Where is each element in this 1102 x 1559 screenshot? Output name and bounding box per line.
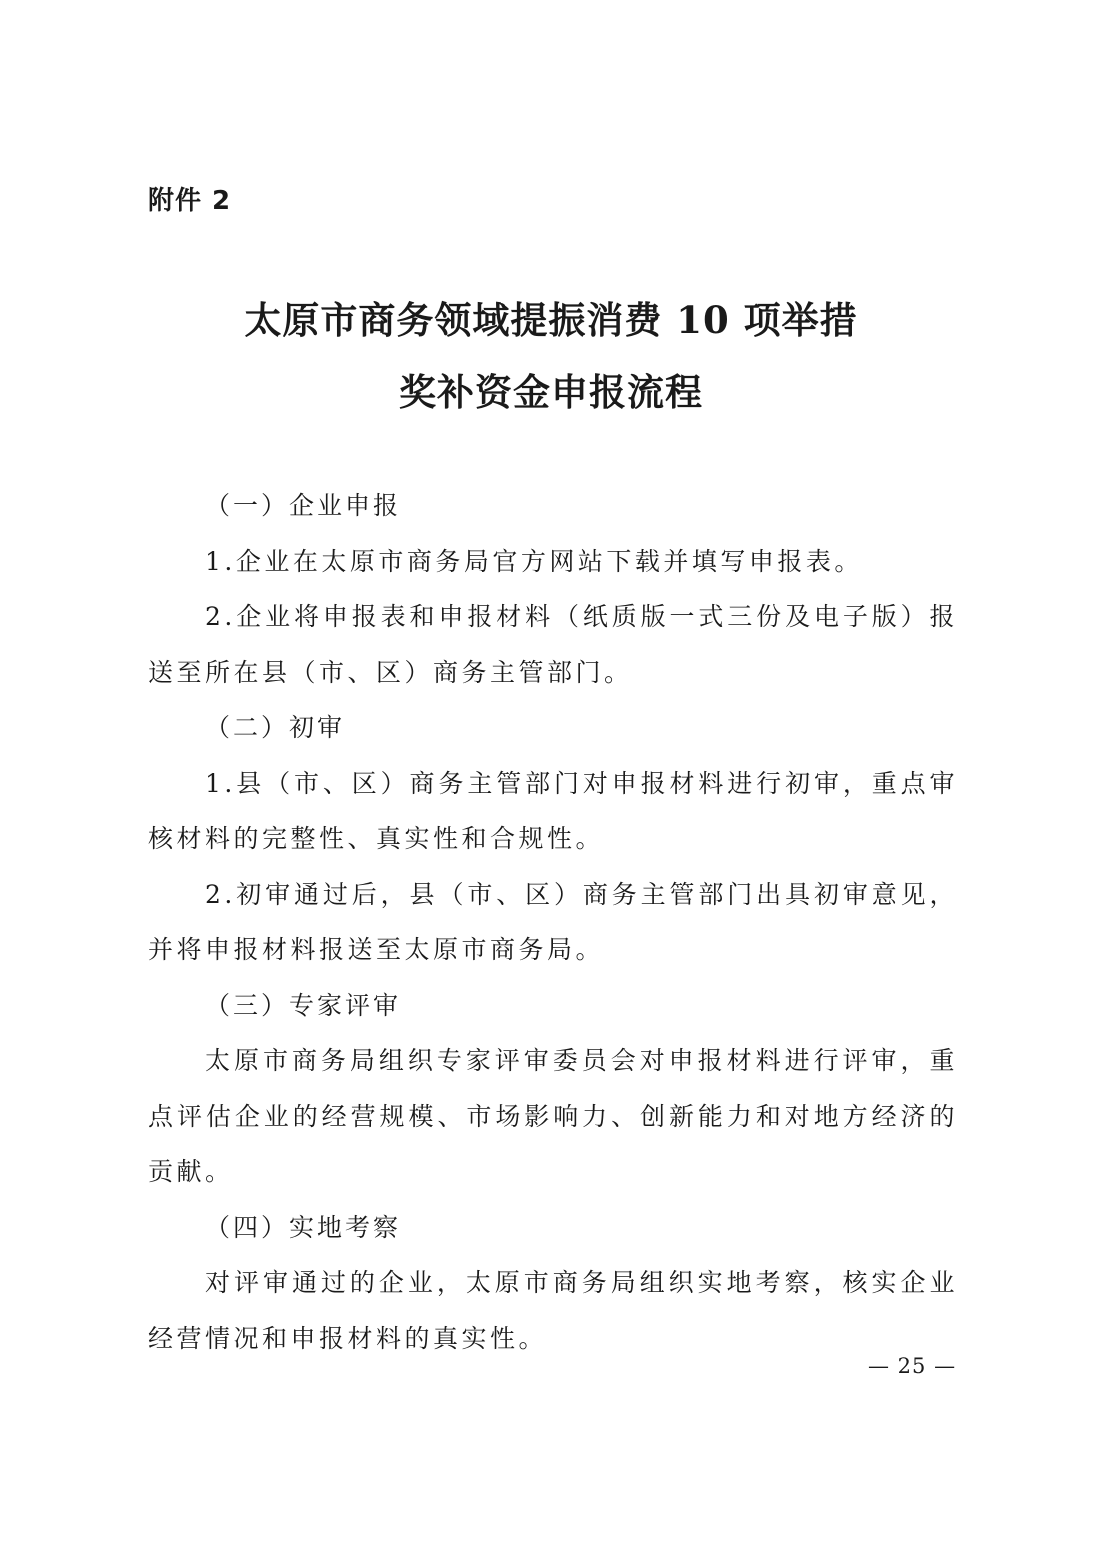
section-heading: （一）企业申报 bbox=[205, 491, 402, 520]
document-title-line-1: 太原市商务领域提振消费 10 项举措 bbox=[244, 298, 858, 342]
paragraph: 1.企业在太原市商务局官方网站下载并填写申报表。 bbox=[205, 546, 863, 576]
page-number: — 25 — bbox=[868, 1354, 957, 1378]
section-heading: （三）专家评审 bbox=[205, 990, 402, 1020]
document-title-line-2: 奖补资金申报流程 bbox=[399, 370, 703, 414]
section-expert-review bbox=[148, 978, 958, 1200]
attachment-label: 附件 2 bbox=[148, 186, 232, 216]
section-preliminary-review bbox=[148, 700, 958, 978]
paragraph: 2.初审通过后，县（市、区）商务主管部门出具初审意见，并将申报材料报送至太原市商务局。 bbox=[148, 879, 958, 964]
paragraph: 2.企业将申报表和申报材料（纸质版一式三份及电子版）报送至所在县（市、区）商务主管部门。 bbox=[148, 602, 958, 687]
document-body bbox=[148, 478, 958, 1366]
section-heading: （四）实地考察 bbox=[205, 1212, 402, 1242]
paragraph: 对评审通过的企业，太原市商务局组织实地考察，核实企业经营情况和申报材料的真实性。 bbox=[148, 1268, 958, 1353]
paragraph: 1.县（市、区）商务主管部门对申报材料进行初审，重点审核材料的完整性、真实性和合规性。 bbox=[148, 768, 958, 853]
paragraph: 太原市商务局组织专家评审委员会对申报材料进行评审，重点评估企业的经营规模、市场影响力、创新能力和对地方经济的贡献。 bbox=[148, 1046, 958, 1186]
section-heading: （二）初审 bbox=[205, 713, 346, 742]
section-enterprise-application bbox=[148, 478, 958, 700]
section-site-inspection bbox=[148, 1200, 958, 1367]
